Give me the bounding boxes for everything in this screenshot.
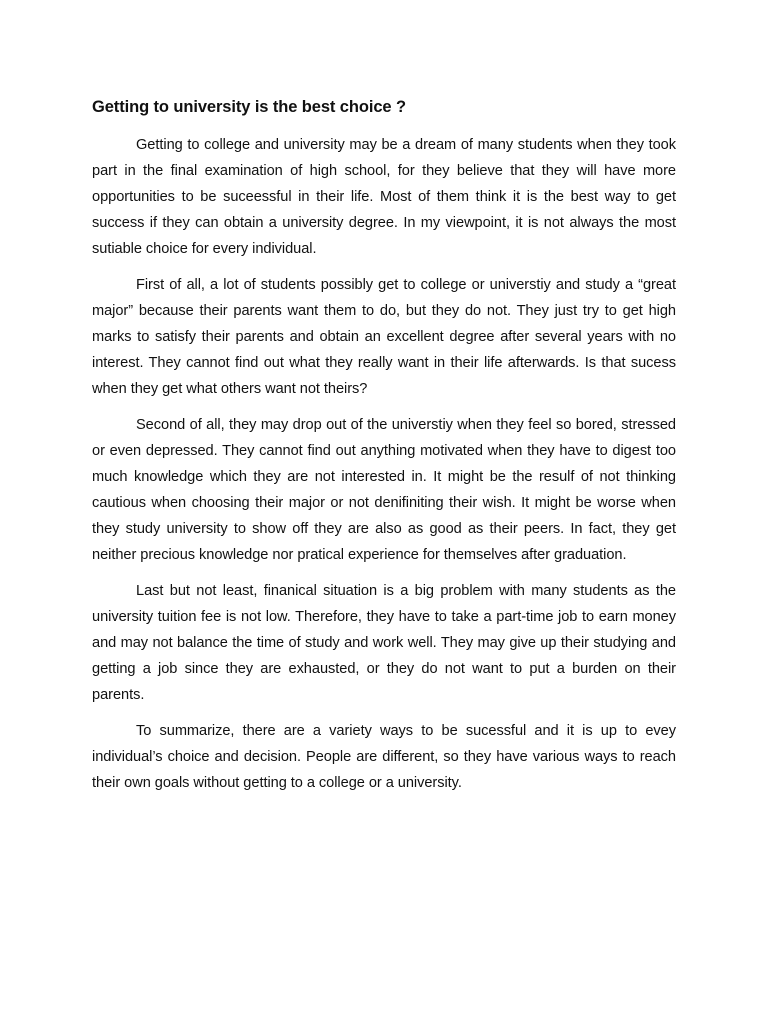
paragraph-third-argument: Last but not least, finanical situation is a big problem with many students as the university tuition fee is not low. Therefore, they have to take a part-time job to earn money and may not balance the time of study and work well. They may give up their studying and getting a job since they are exhausted, or they do not want to put a burden on their parents. [92,583,676,703]
paragraph-first-argument: First of all, a lot of students possibly get to college or universtiy and study a “great major” because their parents want them to do, but they do not. They just try to get high marks to satisfy their parents and obtain an excellent degree after several years with no interest. They cannot find out what they really want in their life afterwards. Is that sucess when they get what others want not theirs? [92,277,676,397]
essay-body [92,94,676,806]
paragraph-conclusion: To summarize, there are a variety ways to be sucessful and it is up to evey individual’s choice and decision. People are different, so they have various ways to reach their own goals without getting to a college or a university. [92,723,676,791]
paragraph-introduction: Getting to college and university may be a dream of many students when they took part in the final examination of high school, for they believe that they will have more opportunities to be suceessful in their life. Most of them think it is the best way to get success if they can obtain a university degree. In my viewpoint, it is not always the most sutiable choice for every individual. [92,137,676,257]
paragraph-second-argument: Second of all, they may drop out of the universtiy when they feel so bored, stressed or even depressed. They cannot find out anything motivated when they have to digest too much knowledge which they are not interested in. It might be the resulf of not thinking cautious when choosing their major or not denifiniting their wish. It might be worse when they study university to show off they are also as good as their peers. In fact, they get neither precious knowledge nor pratical experience for themselves after graduation. [92,417,676,563]
essay-title: Getting to university is the best choice ? [92,98,406,116]
